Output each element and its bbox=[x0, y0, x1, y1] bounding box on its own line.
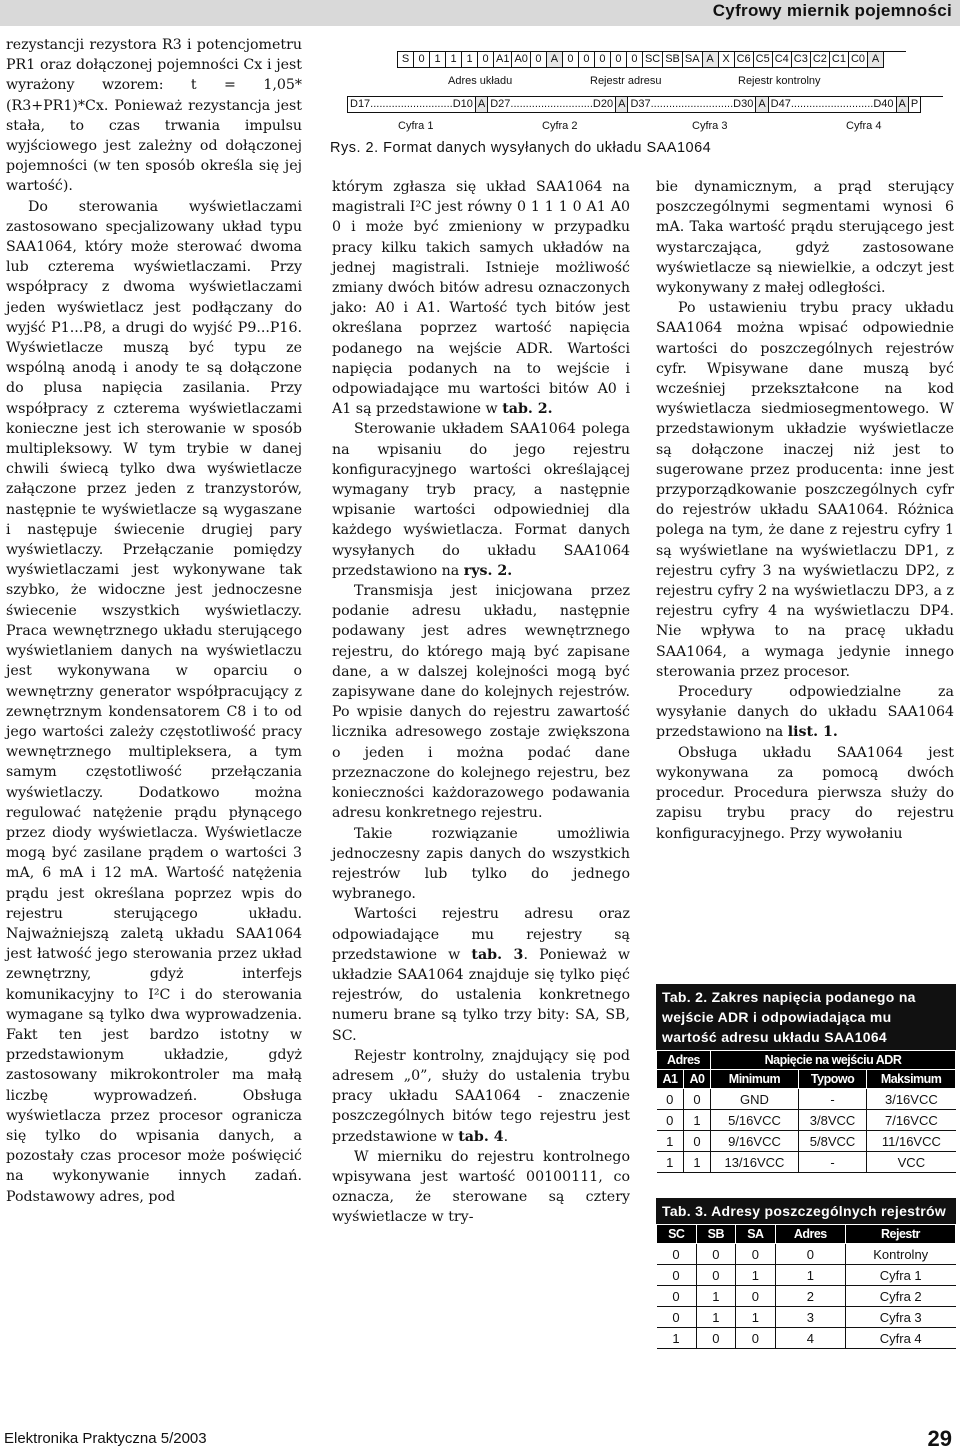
table-cell: 4 bbox=[775, 1328, 845, 1349]
table-cell: 11/16VCC bbox=[867, 1131, 956, 1152]
bit-cell: 0 bbox=[578, 51, 595, 68]
bit-cell: 1 bbox=[461, 51, 478, 68]
bit-cell: C6 bbox=[734, 51, 754, 68]
bit-cell: 0 bbox=[413, 51, 430, 68]
table-header: A1 bbox=[657, 1070, 684, 1089]
table-cell: 3 bbox=[775, 1307, 845, 1328]
table-cell: 13/16VCC bbox=[711, 1152, 799, 1173]
table-3-grid bbox=[656, 1224, 956, 1349]
table-cell: 1 bbox=[657, 1152, 684, 1173]
paragraph: rezystancji rezystora R3 i potencjometru PR1 oraz dołączonej pojemności Cx i jest wyrażony wzorem: t = 1,05*(R3+PR1)*Cx. Ponieważ rezystancja jest stała, to czas trwania impulsu wyjściowego jest zależny od dołączonej pojemności (w ten sposób określa się jej wartość). bbox=[6, 37, 302, 195]
paragraph: Takie rozwiązanie umożliwia jednoczesny zapis danych do wszystkich rejestrów lub tylko do jednego wybranego. bbox=[332, 825, 630, 903]
text-column-1 bbox=[6, 35, 302, 1207]
table-cell: 0 bbox=[696, 1244, 736, 1265]
table-cell: 0 bbox=[736, 1328, 776, 1349]
table-cell: 0 bbox=[657, 1244, 697, 1265]
bit-cell: A bbox=[615, 96, 628, 113]
bit-row-1 bbox=[398, 51, 906, 68]
table-2-title: Tab. 2. Zakres napięcia podanego na wejście ADR i odpowiadająca mu wartość adresu układu SAA1064 bbox=[656, 984, 956, 1050]
bit-cell: 0 bbox=[562, 51, 579, 68]
text-column-2 bbox=[332, 177, 630, 1228]
bit-cell: 0 bbox=[477, 51, 494, 68]
text-column-3 bbox=[656, 177, 954, 844]
row1-label: Rejestr adresu bbox=[590, 75, 662, 87]
paragraph: W mierniku do rejestru kontrolnego wpisywana jest wartość 00100111, co oznacza, że sterowane są cztery wyświetlacze w try- bbox=[332, 1148, 630, 1226]
table-cell: Cyfra 4 bbox=[845, 1328, 955, 1349]
table-cell: 1 bbox=[736, 1307, 776, 1328]
figure-caption: Rys. 2. Format danych wysyłanych do układu SAA1064 bbox=[330, 140, 712, 156]
table-cell: 0 bbox=[696, 1265, 736, 1286]
table-cell: 3/16VCC bbox=[867, 1089, 956, 1110]
table-cell: 0 bbox=[696, 1328, 736, 1349]
page-header-title: Cyfrowy miernik pojemności bbox=[712, 1, 952, 20]
table-header: A0 bbox=[684, 1070, 711, 1089]
table-header: Maksimum bbox=[867, 1070, 956, 1089]
table-cell: 1 bbox=[696, 1286, 736, 1307]
table-cell: Kontrolny bbox=[845, 1244, 955, 1265]
bit-cell: D37...........................D30 bbox=[627, 96, 756, 113]
table-header: Rejestr bbox=[845, 1225, 955, 1244]
table-header: Adres bbox=[657, 1051, 711, 1070]
bit-cell: C5 bbox=[753, 51, 773, 68]
table-cell: 0 bbox=[657, 1089, 684, 1110]
table-cell: 7/16VCC bbox=[867, 1110, 956, 1131]
table-header: Napięcie na wejściu ADR bbox=[711, 1051, 956, 1070]
bit-cell: A0 bbox=[511, 51, 530, 68]
table-row bbox=[657, 1244, 956, 1265]
bit-cell-empty bbox=[931, 96, 943, 113]
paragraph: Sterowanie układem SAA1064 polega na wpisaniu do jego rejestru konfiguracyjnego wartości określającej wymagany tryb pracy, a następnie wpisanie wartości odpowiedniej dla każdego wyświetlacza. Format danych wysyłanych do układu SAA1064 przedstawiono na rys. 2. bbox=[332, 421, 630, 579]
table-cell: 0 bbox=[684, 1089, 711, 1110]
table-3 bbox=[656, 1198, 956, 1349]
table-2 bbox=[656, 984, 956, 1173]
table-3-title: Tab. 3. Adresy poszczególnych rejestrów bbox=[656, 1198, 956, 1224]
bit-cell: A bbox=[475, 96, 488, 113]
bit-cell: D17...........................D10 bbox=[347, 96, 476, 113]
bit-cell: X bbox=[718, 51, 735, 68]
bit-cell: A bbox=[546, 51, 563, 68]
bit-cell: A1 bbox=[493, 51, 512, 68]
table-row bbox=[657, 1265, 956, 1286]
table-cell: 5/8VCC bbox=[798, 1131, 866, 1152]
table-cell: VCC bbox=[867, 1152, 956, 1173]
paragraph: Transmisja jest inicjowana przez podanie adresu układu, następnie podawany jest adres wewnętrznego rejestru, do którego mają być zapisane dane, a w dalszej kolejności mogą być zapisywane dane do kolejnych rejestrów. Po wpisie danych do rejestru zawartość licznika adresowego zostaje zwiększona o jeden i można podać dane przeznaczone do kolejnego rejestru, bez konieczności każdorazowego podawania adresu konkretnego rejestru. bbox=[332, 583, 630, 822]
table-cell: - bbox=[798, 1089, 866, 1110]
row2-label: Cyfra 1 bbox=[398, 120, 434, 132]
table-header: SA bbox=[736, 1225, 776, 1244]
bit-cell: C2 bbox=[810, 51, 830, 68]
table-cell: 1 bbox=[736, 1265, 776, 1286]
bit-cell: C1 bbox=[829, 51, 849, 68]
footer-journal: Elektronika Praktyczna 5/2003 bbox=[4, 1430, 207, 1447]
row2-label: Cyfra 2 bbox=[542, 120, 578, 132]
paragraph: Procedury odpowiedzialne za wysyłanie danych do układu SAA1064 przedstawiono na list. 1. bbox=[656, 684, 954, 741]
bit-cell: 1 bbox=[445, 51, 462, 68]
table-cell: 0 bbox=[657, 1265, 697, 1286]
table-cell: 1 bbox=[696, 1307, 736, 1328]
table-2-grid bbox=[656, 1050, 956, 1173]
bit-cell-empty bbox=[894, 51, 906, 68]
figure-data-format bbox=[320, 48, 960, 148]
bit-cell: SB bbox=[662, 51, 683, 68]
bit-cell: SA bbox=[682, 51, 703, 68]
table-cell: 0 bbox=[657, 1110, 684, 1131]
table-cell: 3/8VCC bbox=[798, 1110, 866, 1131]
table-header: SC bbox=[657, 1225, 697, 1244]
table-row bbox=[657, 1089, 956, 1110]
table-row bbox=[657, 1131, 956, 1152]
bit-row-2 bbox=[348, 96, 943, 113]
table-cell: 0 bbox=[684, 1131, 711, 1152]
paragraph: Obsługa układu SAA1064 jest wykonywana za pomocą dwóch procedur. Procedura pierwsza służy do zapisu trybu pracy do rejestru konfiguracyjnego. Przy wywołaniu bbox=[656, 744, 954, 842]
table-cell: 0 bbox=[657, 1307, 697, 1328]
paragraph: bie dynamicznym, a prąd sterujący poszczególnymi segmentami wynosi 6 mA. Taka wartość prądu sterującego jest wystarczająca, gdyż zastosowane wyświetlacze są niewielkie, a odczyt jest wykonywany z małej odległości. bbox=[656, 179, 954, 297]
bit-cell: 0 bbox=[594, 51, 611, 68]
bit-cell: A bbox=[702, 51, 719, 68]
table-cell: Cyfra 2 bbox=[845, 1286, 955, 1307]
row1-label: Rejestr kontrolny bbox=[738, 75, 821, 87]
table-cell: 1 bbox=[684, 1152, 711, 1173]
table-cell: 9/16VCC bbox=[711, 1131, 799, 1152]
table-cell: 0 bbox=[657, 1286, 697, 1307]
bit-cell: S bbox=[397, 51, 414, 68]
bit-cell: 1 bbox=[429, 51, 446, 68]
table-cell: 0 bbox=[736, 1244, 776, 1265]
row2-label: Cyfra 3 bbox=[692, 120, 728, 132]
table-row bbox=[657, 1286, 956, 1307]
bit-cell: 0 bbox=[626, 51, 643, 68]
table-row bbox=[657, 1152, 956, 1173]
bit-cell: C0 bbox=[848, 51, 868, 68]
bit-cell: A bbox=[896, 96, 909, 113]
table-cell: 1 bbox=[775, 1265, 845, 1286]
table-header: Adres bbox=[775, 1225, 845, 1244]
paragraph: Po ustawieniu trybu pracy układu SAA1064 można wpisać odpowiednie wartości do poszczególnych rejestrów cyfr. Wpisywane dane muszą być wcześniej przekształcone na kod wyświetlacza siedmiosegmentowego. W przedstawionym układzie wyświetlacze są dołączone inaczej niż jest to sugerowane przez producenta: inne jest przyporządkowanie poszczególnych cyfr do rejestrów układu SAA1064. Różnica polega na tym, że dane z rejestru cyfry 1 są wyświetlane na wyświetlaczu DP1, z rejestru cyfry 3 na wyświetlaczu DP2, z rejestru cyfry 2 na wyświetlaczu DP3, a z rejestru cyfry 4 na wyświetlaczu DP4. Nie wpływa to na pracę układu SAA1064, a wymaga jedynie innego sterowania przez procesor. bbox=[656, 300, 954, 680]
row2-label: Cyfra 4 bbox=[846, 120, 882, 132]
table-cell: 5/16VCC bbox=[711, 1110, 799, 1131]
bit-cell: SC bbox=[642, 51, 663, 68]
table-row bbox=[657, 1307, 956, 1328]
table-cell: 1 bbox=[657, 1328, 697, 1349]
paragraph: Rejestr kontrolny, znajdujący się pod adresem „0”, służy do ustalenia trybu pracy układu SAA1064 - znaczenie poszczególnych bitów tego rejestru jest przedstawione w tab. 4. bbox=[332, 1047, 630, 1145]
table-header: Typowo bbox=[798, 1070, 866, 1089]
bit-cell: P bbox=[908, 96, 921, 113]
paragraph: Do sterowania wyświetlaczami zastosowano specjalizowany układ typu SAA1064, który może sterować dwoma lub czterema wyświetlaczami. Przy współpracy z dwoma wyświetlaczami jeden wyświetlacz jest podłączany do wyjść P1...P8, a drugi do wyjść P9...P16. Wyświetlacze muszą być typu ze wspólną anodą i anody te są dołączone do plusa napięcia zasilania. Przy współpracy z czterema wyświetlaczami konieczne jest ich sterowanie w sposób multipleksowy. W tym trybie w danej chwili świecą tylko dwa wyświetlacze załączone przez jeden z tranzystorów, następnie te wyświetlacze są wygaszane i następuje świecenie drugiej pary wyświetlaczy. Przełączanie pomiędzy wyświetlaczami jest wykonywane tak szybko, że widoczne jest jednoczesne świecenie wszystkich wyświetlaczy. Praca wewnętrznego układu sterującego wyświetlaniem danych na wyświetlaczu jest wykonywana w oparciu o wewnętrzny generator współpracujący z zewnętrznym kondensatorem C8 i to od jego wartości zależy częstotliwość pracy wewnętrznego multipleksera, a tym samym częstotliwość przełączania wyświetlaczy. Dodatkowo można regulować natężenie prądu płynącego przez diody wyświetlacza. Wyświetlacze mogą być zasilane prądem o wartości 3 mA, 6 mA i 12 mA. Wartość natężenia prądu jest określana poprzez wpis do rejestru sterującego układu. Najważniejszą zaletą układu SAA1064 jest łatwość jego sterowania przez układ zewnętrzny, gdyż interfejs komunikacyjny to I²C i do sterowania wymagane są tylko dwa wyprowadzenia. Fakt ten jest bardzo istotny w przedstawionym układzie, gdyż zastosowany mikrokontroler ma małą liczbę wyprowadzeń. Obsługa wyświetlacza przez procesor ogranicza się tylko do wpisania danych, a pozostały czas procesor może poświęcić na wykonywanie innych zadań. Podstawowy adres, pod bbox=[6, 198, 302, 1205]
page-number: 29 bbox=[927, 1426, 952, 1451]
table-cell: 1 bbox=[684, 1110, 711, 1131]
table-header: Minimum bbox=[711, 1070, 799, 1089]
table-cell: 0 bbox=[775, 1244, 845, 1265]
table-cell: Cyfra 3 bbox=[845, 1307, 955, 1328]
bit-cell: D27...........................D20 bbox=[487, 96, 616, 113]
table-cell: GND bbox=[711, 1089, 799, 1110]
bit-cell: C4 bbox=[772, 51, 792, 68]
bit-cell: C3 bbox=[791, 51, 811, 68]
table-cell: - bbox=[798, 1152, 866, 1173]
table-header: SB bbox=[696, 1225, 736, 1244]
table-cell: 0 bbox=[736, 1286, 776, 1307]
table-cell: Cyfra 1 bbox=[845, 1265, 955, 1286]
bit-cell: 0 bbox=[530, 51, 547, 68]
bit-cell: A bbox=[755, 96, 768, 113]
table-cell: 1 bbox=[657, 1131, 684, 1152]
table-row bbox=[657, 1110, 956, 1131]
row1-label: Adres układu bbox=[448, 75, 513, 87]
bit-cell: 0 bbox=[610, 51, 627, 68]
paragraph: Wartości rejestru adresu oraz odpowiadające mu rejestry są przedstawione w tab. 3. Ponieważ w układzie SAA1064 znajduje się tylko pięć rejestrów, do ustalenia konkretnego numeru brane są tylko trzy bity: SA, SB, SC. bbox=[332, 906, 630, 1044]
paragraph: którym zgłasza się układ SAA1064 na magistrali I²C jest równy 0 1 1 1 0 A1 A0 0 i może być zmieniony w przypadku pracy kilku takich samych układów na jednej magistrali. Istnieje możliwość zmiany dwóch bitów adresu oznaczonych jako: A0 i A1. Wartość tych bitów jest określana poprzez wartość napięcia podanego na wejście ADR. Wartości napięcia podanych na to wejście i odpowiadające mu wartości bitów A0 i A1 są przedstawione w tab. 2. bbox=[332, 179, 630, 418]
table-cell: 2 bbox=[775, 1286, 845, 1307]
table-row bbox=[657, 1328, 956, 1349]
bit-cell: D47...........................D40 bbox=[768, 96, 897, 113]
bit-cell: A bbox=[867, 51, 884, 68]
